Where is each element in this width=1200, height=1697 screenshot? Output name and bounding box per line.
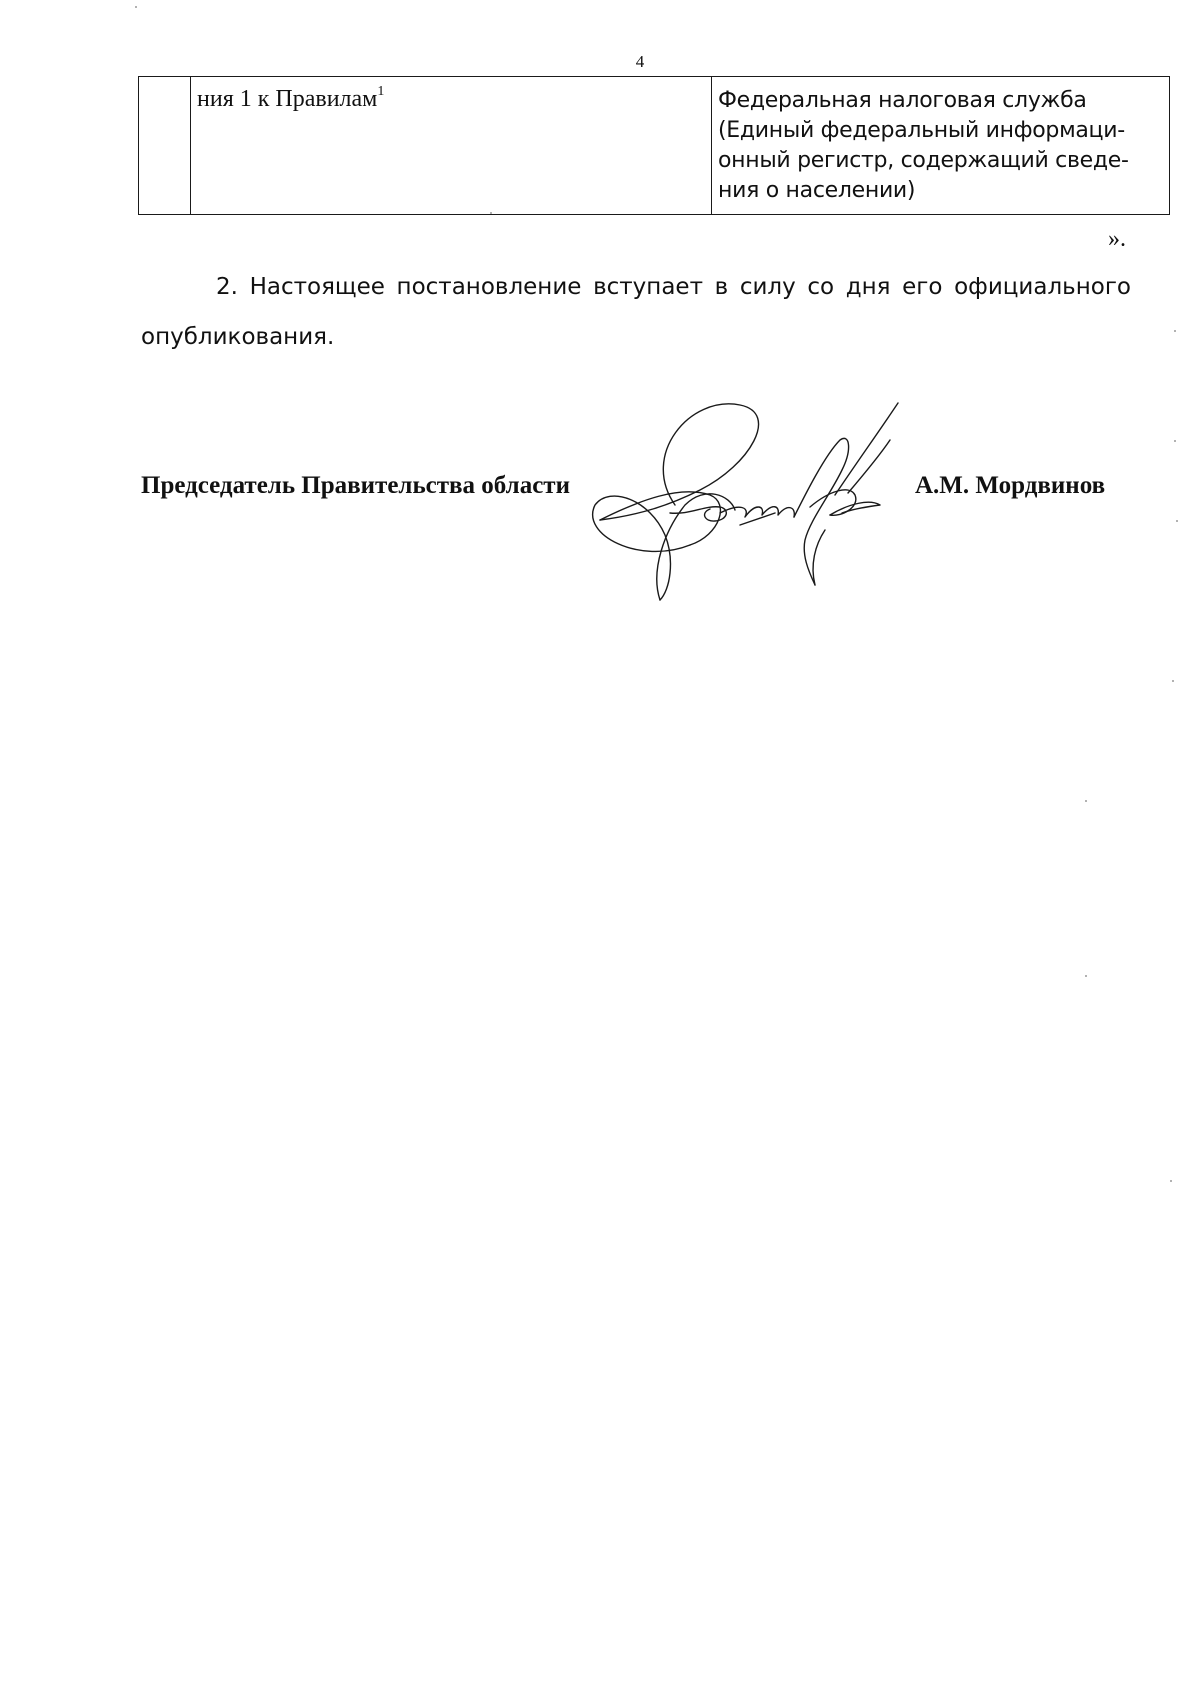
paragraph-line: опубликования. [141,324,335,350]
scan-speck [1170,1180,1172,1182]
scan-speck [1085,975,1087,977]
signatory-title: Председатель Правительства области [141,472,570,499]
table-cell-number [139,77,191,215]
description-text [191,77,711,114]
scan-speck [1176,520,1178,522]
source-text [712,77,1169,206]
paragraph-line: 2. Настоящее постановление вступает в силу со дня его официального [216,274,1131,300]
scan-speck [1174,440,1176,442]
table-cell-description [191,77,712,215]
closing-quote: ». [1108,226,1126,252]
scan-speck [1174,330,1176,332]
scan-speck [490,212,492,214]
handwritten-signature [580,395,940,605]
table-cell-source [712,77,1170,215]
document-table [138,76,1170,215]
source-line: Федеральная налоговая служба [718,88,1087,113]
paragraph-2 [141,262,1131,362]
source-line: онный регистр, содержащий сведе- [718,148,1129,173]
source-line: ния о населении) [718,178,916,203]
scan-speck [1172,680,1174,682]
signatory-name: А.М. Мордвинов [915,472,1106,499]
footnote-marker: 1 [377,84,385,99]
source-line: (Единый федеральный информаци- [718,118,1125,143]
table-row [139,77,1170,215]
scan-speck [135,6,137,8]
page-number: 4 [635,52,645,71]
scan-speck [1085,800,1087,802]
description-main: ния 1 к Правилам [197,86,378,112]
